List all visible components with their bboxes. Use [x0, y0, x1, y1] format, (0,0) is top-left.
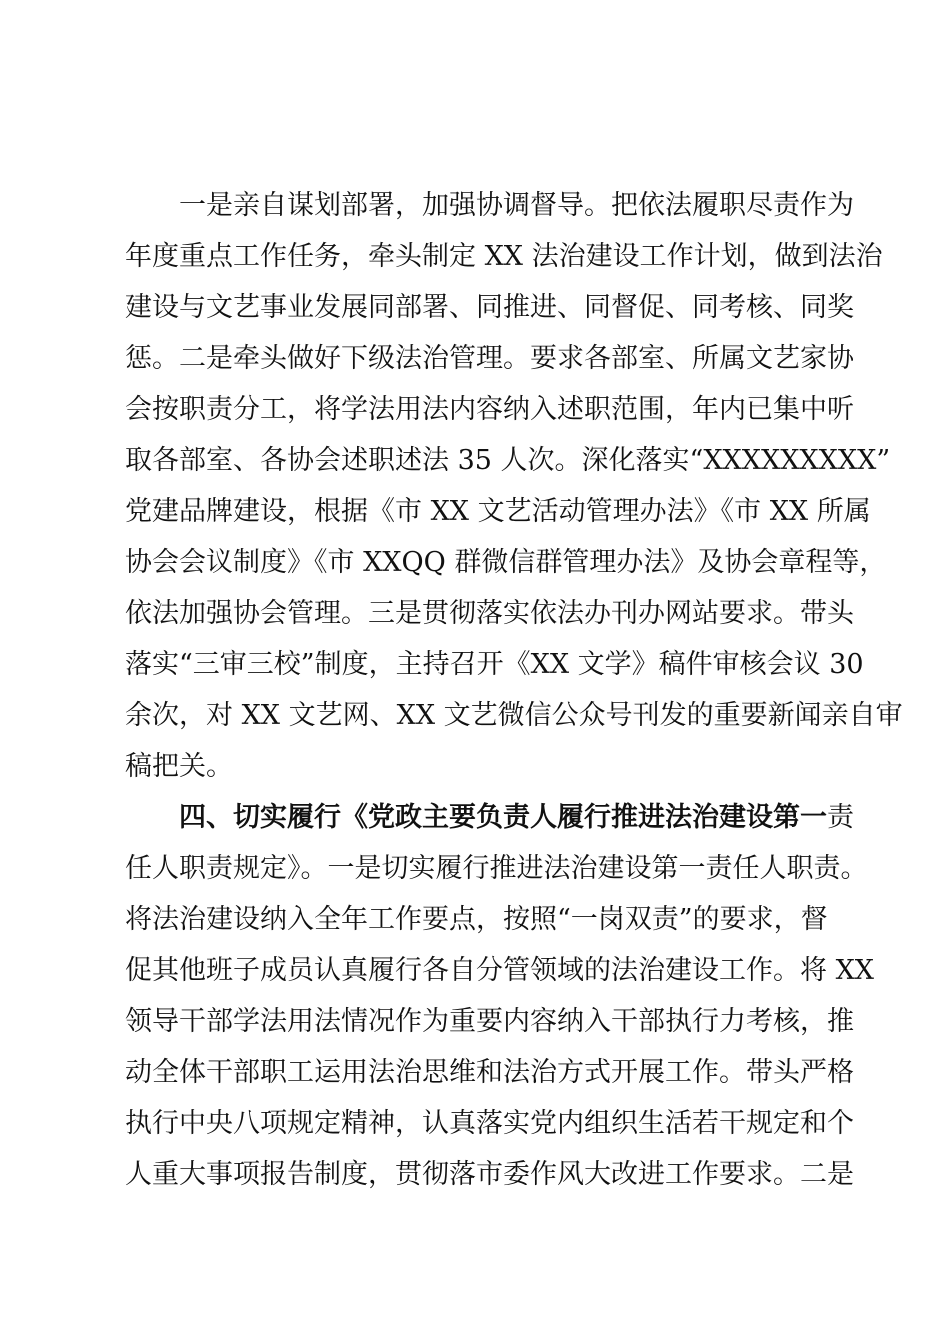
section-heading: 四、切实履行《党政主要负责人履行推进法治建设第一 — [179, 802, 827, 833]
paragraph-line: 协会会议制度》《市 XXQQ 群微信群管理办法》及协会章程等， — [125, 547, 887, 578]
paragraph-line: 惩。二是牵头做好下级法治管理。要求各部室、所属文艺家协 — [125, 343, 854, 374]
paragraph-line: 年度重点工作任务，牵头制定 XX 法治建设工作计划，做到法治 — [125, 241, 883, 272]
paragraph-line: 依法加强协会管理。三是贯彻落实依法办刊办网站要求。带头 — [125, 598, 854, 629]
section-heading-line — [179, 798, 854, 838]
paragraph-line: 一是亲自谋划部署，加强协调督导。把依法履职尽责作为 — [179, 190, 854, 221]
paragraph-line: 人重大事项报告制度，贯彻落市委作风大改进工作要求。二是 — [125, 1159, 854, 1190]
paragraph-line: 建设与文艺事业发展同部署、同推进、同督促、同考核、同奖 — [125, 292, 854, 323]
paragraph-line: 将法治建设纳入全年工作要点，按照“一岗双责”的要求，督 — [125, 904, 828, 935]
paragraph-line: 任人职责规定》。一是切实履行推进法治建设第一责任人职责。 — [125, 853, 868, 884]
paragraph-line: 动全体干部职工运用法治思维和法治方式开展工作。带头严格 — [125, 1057, 854, 1088]
paragraph-line: 领导干部学法用法情况作为重要内容纳入干部执行力考核，推 — [125, 1006, 854, 1037]
paragraph-line: 取各部室、各协会述职述法 35 人次。深化落实“XXXXXXXXX” — [125, 445, 891, 476]
paragraph-line: 落实“三审三校”制度，主持召开《XX 文学》稿件审核会议 30 — [125, 649, 864, 680]
paragraph-line: 执行中央八项规定精神，认真落实党内组织生活若干规定和个 — [125, 1108, 854, 1139]
paragraph-line: 稿把关。 — [125, 751, 233, 782]
paragraph-line: 余次，对 XX 文艺网、XX 文艺微信公众号刊发的重要新闻亲自审 — [125, 700, 903, 731]
paragraph-line: 会按职责分工，将学法用法内容纳入述职范围，年内已集中听 — [125, 394, 854, 425]
paragraph-line: 促其他班子成员认真履行各自分管领域的法治建设工作。将 XX — [125, 955, 875, 986]
paragraph-line: 党建品牌建设，根据《市 XX 文艺活动管理办法》《市 XX 所属 — [125, 496, 871, 527]
section-heading-continuation: 责 — [827, 802, 854, 833]
